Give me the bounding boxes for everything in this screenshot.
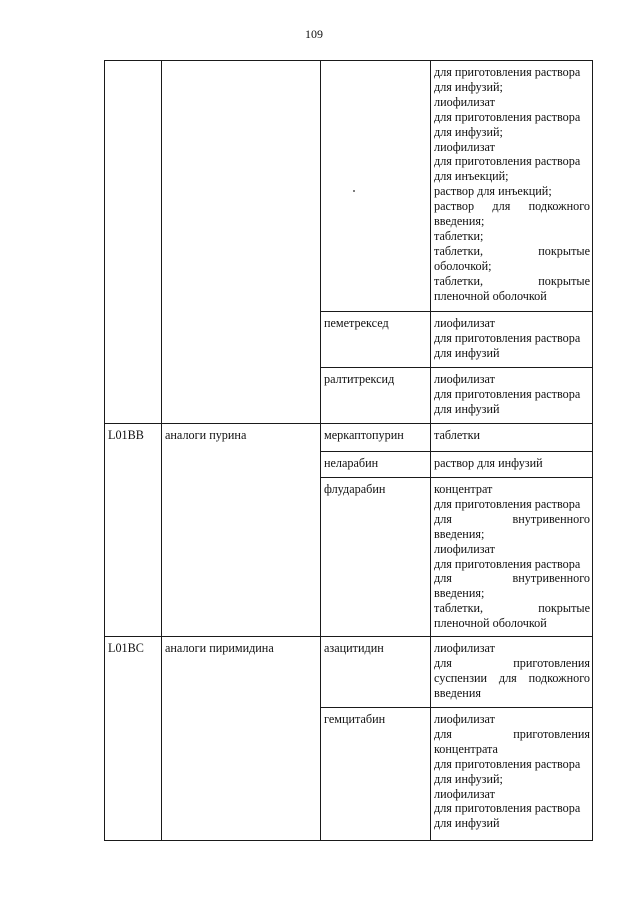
dosage-form-line: введения; (434, 214, 485, 229)
dosage-form-line: для инфузий; (434, 79, 503, 94)
drug-name: азацитидин (324, 641, 384, 655)
dosage-form-line: лиофилизат (434, 316, 495, 330)
dosage-form-line: для инфузий (434, 816, 500, 831)
dosage-form-line: для приготовления раствора (434, 756, 581, 771)
dosage-form-line: лиофилизат (434, 541, 495, 556)
dosage-form-line: введения (434, 685, 481, 700)
dosage-form-line: таблетки, покрытые (434, 243, 590, 258)
forms-cell (431, 424, 593, 452)
dosage-form-line: для инфузий; (434, 771, 503, 786)
table-row (105, 61, 593, 312)
dosage-form-line: введения; (434, 586, 485, 601)
atc-code-cell (105, 61, 162, 424)
dosage-form-line: лиофилизат (434, 786, 495, 801)
drug-cell (321, 708, 431, 841)
dosage-form-line: концентрата (434, 741, 498, 756)
dosage-form-line: для приготовления раствора (434, 154, 581, 169)
dosage-form-line: для внутривенного (434, 571, 590, 586)
dosage-form-line: лиофилизат (434, 641, 495, 655)
table-row (105, 637, 593, 708)
drug-cell (321, 424, 431, 452)
dosage-form-line: лиофилизат (434, 712, 495, 726)
drug-table (104, 60, 593, 841)
group-name: аналоги пиримидина (165, 641, 274, 655)
dosage-form-line: для приготовления раствора (434, 556, 581, 571)
dosage-form-line: пленочной оболочкой (434, 616, 547, 631)
dosage-form-line: для инфузий (434, 401, 500, 416)
forms-cell (431, 452, 593, 478)
drug-cell (321, 452, 431, 478)
drug-name: пеметрексед (324, 316, 389, 330)
atc-code: L01BC (108, 641, 144, 655)
dosage-form-line: лиофилизат (434, 94, 495, 109)
dosage-form-line: таблетки; (434, 228, 484, 243)
group-cell (162, 637, 321, 841)
dosage-form-line: таблетки, покрытые (434, 273, 590, 288)
dosage-form-line: таблетки, покрытые (434, 601, 590, 616)
forms-cell (431, 708, 593, 841)
dosage-form-line: для приготовления раствора (434, 65, 581, 79)
dosage-form-line: введения; (434, 526, 485, 541)
atc-code-cell (105, 637, 162, 841)
dosage-form-line: для приготовления раствора (434, 496, 581, 511)
drug-cell (321, 61, 431, 312)
forms-cell (431, 61, 593, 312)
dosage-form-line: лиофилизат (434, 372, 495, 386)
dosage-form-line: для инфузий (434, 345, 500, 360)
dosage-form-line: для приготовления (434, 726, 590, 741)
dosage-form-line: для приготовления раствора (434, 801, 581, 816)
dosage-form-line: раствор для подкожного (434, 199, 590, 214)
dosage-form-line: для приготовления раствора (434, 330, 581, 345)
dosage-form-line: оболочкой; (434, 258, 492, 273)
drug-cell (321, 478, 431, 637)
drug-name: ралтитрексид (324, 372, 395, 386)
dosage-form-line: для приготовления (434, 655, 590, 670)
drug-cell (321, 368, 431, 424)
dosage-form-line: концентрат (434, 482, 493, 496)
dosage-form-line: для приготовления раствора (434, 386, 581, 401)
dosage-form-line: пленочной оболочкой (434, 288, 547, 303)
group-cell (162, 61, 321, 424)
table-row (105, 424, 593, 452)
dosage-form-line: для приготовления раствора (434, 109, 581, 124)
dosage-form-line: для инъекций; (434, 169, 509, 184)
dosage-form-line: для инфузий; (434, 124, 503, 139)
page-number: 109 (305, 27, 323, 41)
drug-name: меркаптопурин (324, 428, 404, 442)
forms-cell (431, 478, 593, 637)
dosage-form-line: для внутривенного (434, 511, 590, 526)
drug-name: гемцитабин (324, 712, 386, 726)
forms-cell (431, 368, 593, 424)
group-name: аналоги пурина (165, 428, 247, 442)
dosage-form-line: суспензии для подкожного (434, 670, 590, 685)
atc-code: L01BB (108, 428, 144, 442)
drug-cell (321, 637, 431, 708)
forms-cell (431, 312, 593, 368)
dosage-form-line: таблетки (434, 428, 481, 442)
dosage-form-line: лиофилизат (434, 139, 495, 154)
drug-name: неларабин (324, 456, 379, 470)
drug-cell (321, 312, 431, 368)
forms-cell (431, 637, 593, 708)
dosage-form-line: раствор для инфузий (434, 456, 543, 470)
dosage-form-line: раствор для инъекций; (434, 184, 552, 199)
atc-code-cell (105, 424, 162, 637)
drug-name: флударабин (324, 482, 386, 496)
group-cell (162, 424, 321, 637)
